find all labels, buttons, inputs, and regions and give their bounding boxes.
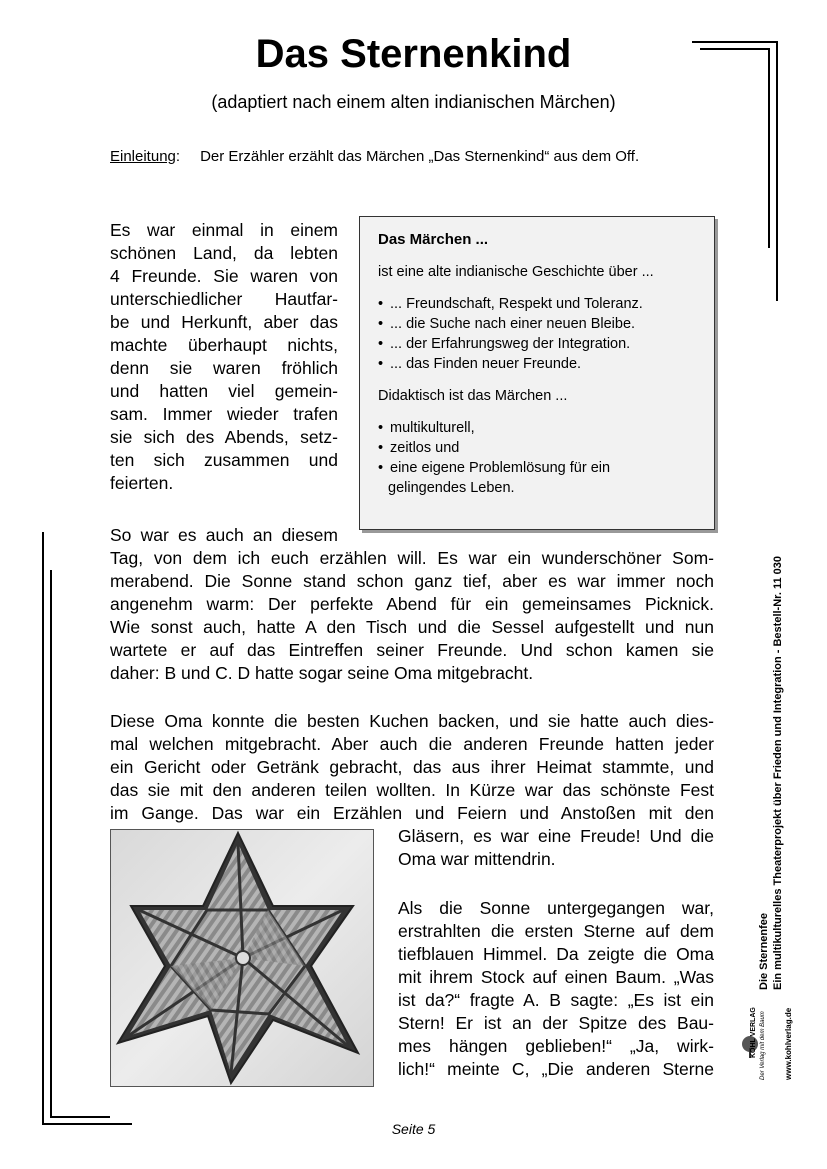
- story-paragraph-3-rest: [398, 825, 714, 871]
- frame-right-outer: [776, 41, 778, 301]
- text-line: Diese Oma konnte die besten Kuchen backen, und sie hatte auch dies-: [110, 711, 714, 731]
- info-box: [359, 216, 715, 530]
- intro-line: [110, 148, 639, 165]
- text-line: Als die Sonne untergegangen war,: [398, 898, 714, 918]
- info-box-list-1: [378, 294, 696, 374]
- text-line: Tag, von dem ich euch erzählen will. Es war ein wunderschöner Som-: [110, 548, 714, 568]
- info-box-intro: ist eine alte indianische Geschichte über ...: [378, 264, 654, 280]
- list-item: • ... die Suche nach einer neuen Bleibe.: [378, 316, 636, 332]
- text-line: im Gange. Das war ein Erzählen und Feiern und Anstoßen mit den: [110, 803, 714, 823]
- text-line: denn sie waren fröhlich: [110, 358, 338, 378]
- story-paragraph-4: [398, 897, 714, 1081]
- list-item: • eine eigene Problemlösung für ein gelingendes Leben.: [378, 458, 696, 498]
- text-line: unterschiedlicher Hautfar-: [110, 289, 338, 309]
- text-line: erstrahlten die ersten Sterne auf dem: [398, 921, 714, 941]
- list-item: • ... der Erfahrungsweg der Integration.: [378, 336, 631, 352]
- text-line: lich!“ meinte C, „Die anderen Sterne: [398, 1059, 714, 1079]
- text-line: angenehm warm: Der perfekte Abend für ein gemeinsames Picknick.: [110, 594, 714, 614]
- text-line: So war es auch an diesem: [110, 525, 338, 545]
- text-line: wartete er auf das Eintreffen seiner Freunde. Und schon kamen sie: [110, 640, 714, 660]
- frame-left-outer: [42, 532, 44, 1125]
- text-line: tiefblauen Himmel. Da zeigte die Oma: [398, 944, 714, 964]
- bullet: •: [378, 420, 384, 436]
- list-item: • multikulturell,: [378, 420, 475, 436]
- list-item: • ... Freundschaft, Respekt und Toleranz.: [378, 296, 643, 312]
- list-item: • zeitlos und: [378, 440, 460, 456]
- story-paragraph-2-start: [110, 524, 338, 547]
- star-photo: [110, 829, 374, 1087]
- story-paragraph-3: [110, 710, 714, 825]
- frame-bottom-inner: [50, 1116, 110, 1118]
- paper-star-image: [111, 830, 374, 1087]
- story-paragraph-2: [110, 547, 714, 685]
- page-number: Seite 5: [391, 1121, 436, 1137]
- frame-left-inner: [50, 570, 52, 1118]
- text-line: feierten.: [110, 473, 174, 493]
- list-item-continuation: gelingendes Leben.: [388, 480, 515, 496]
- frame-top-outer: [692, 41, 778, 43]
- intro-colon: :: [175, 148, 181, 165]
- text-line: ten sich zusammen und: [110, 450, 338, 470]
- text-line: ein Gericht oder Getränk gebracht, das aus ihrer Heimat stammte, und: [110, 757, 714, 777]
- list-item: • ... das Finden neuer Freunde.: [378, 356, 582, 372]
- text-line: merabend. Die Sonne stand schon ganz tief, aber es war immer noch: [110, 571, 714, 591]
- text-line: mes hängen geblieben!“ „Ja, wirk-: [398, 1036, 714, 1056]
- info-box-heading: Das Märchen ...: [378, 231, 489, 248]
- text-line: ist da?“ fragte A. B sagte: „Es ist ein: [398, 990, 714, 1010]
- text-line: machte überhaupt nichts,: [110, 335, 338, 355]
- text-line: mit ihrem Stock auf einen Baum. „Was: [398, 967, 714, 987]
- text-line: das sie mit den anderen teilen wollten. In Kürze war das schönste Fest: [110, 780, 714, 800]
- text-line: mal welchen mitgebracht. Aber auch die anderen Freunde hatten jeder: [110, 734, 714, 754]
- publisher-sidebar: [750, 520, 800, 1080]
- logo-text: KOHL VERLAG: [750, 1007, 757, 1058]
- sidebar-url: www.kohlverlag.de: [784, 1007, 793, 1080]
- text-line: Gläsern, es war eine Freude! Und die: [398, 826, 714, 846]
- bullet: •: [378, 460, 384, 476]
- bullet: •: [378, 336, 384, 352]
- sidebar-title: Die Sternenfee: [758, 912, 770, 990]
- text-line: 4 Freunde. Sie waren von: [110, 266, 338, 286]
- frame-right-inner: [768, 48, 770, 248]
- info-box-didaktik: Didaktisch ist das Märchen ...: [378, 388, 568, 404]
- story-paragraph-1: [110, 219, 338, 495]
- bullet: •: [378, 316, 384, 332]
- bullet: •: [378, 440, 384, 456]
- page-title: Das Sternenkind: [255, 32, 572, 76]
- text-line: sie sich des Abends, setz-: [110, 427, 338, 447]
- text-line: daher: B und C. D hatte sogar seine Oma mitgebracht.: [110, 663, 534, 683]
- text-line: und hatten viel gemein-: [110, 381, 338, 401]
- bullet: •: [378, 296, 384, 312]
- text-line: Wie sonst auch, hatte A den Tisch und die Sessel aufgestellt und nun: [110, 617, 714, 637]
- text-line: schönen Land, da lebten: [110, 243, 338, 263]
- text-line: sam. Immer wieder trafen: [110, 404, 338, 424]
- text-line: be und Herkunft, aber das: [110, 312, 338, 332]
- text-line: Es war einmal in einem: [110, 220, 338, 240]
- frame-top-inner: [700, 48, 770, 50]
- intro-label: Einleitung: [110, 148, 176, 165]
- logo-slogan: Der Verlag mit dem Baum: [760, 1011, 766, 1080]
- text-line: Oma war mittendrin.: [398, 849, 556, 869]
- text-line: Stern! Er ist an der Spitze des Bau-: [398, 1013, 714, 1033]
- bullet: •: [378, 356, 384, 372]
- info-box-list-2: [378, 418, 696, 498]
- sidebar-subtitle: Ein multikulturelles Theaterprojekt über Frieden und Integration - Bestell-Nr. 11 030: [772, 556, 784, 990]
- page-subtitle: (adaptiert nach einem alten indianischen Märchen): [211, 92, 616, 112]
- intro-text: Der Erzähler erzählt das Märchen „Das Sternenkind“ aus dem Off.: [200, 148, 640, 165]
